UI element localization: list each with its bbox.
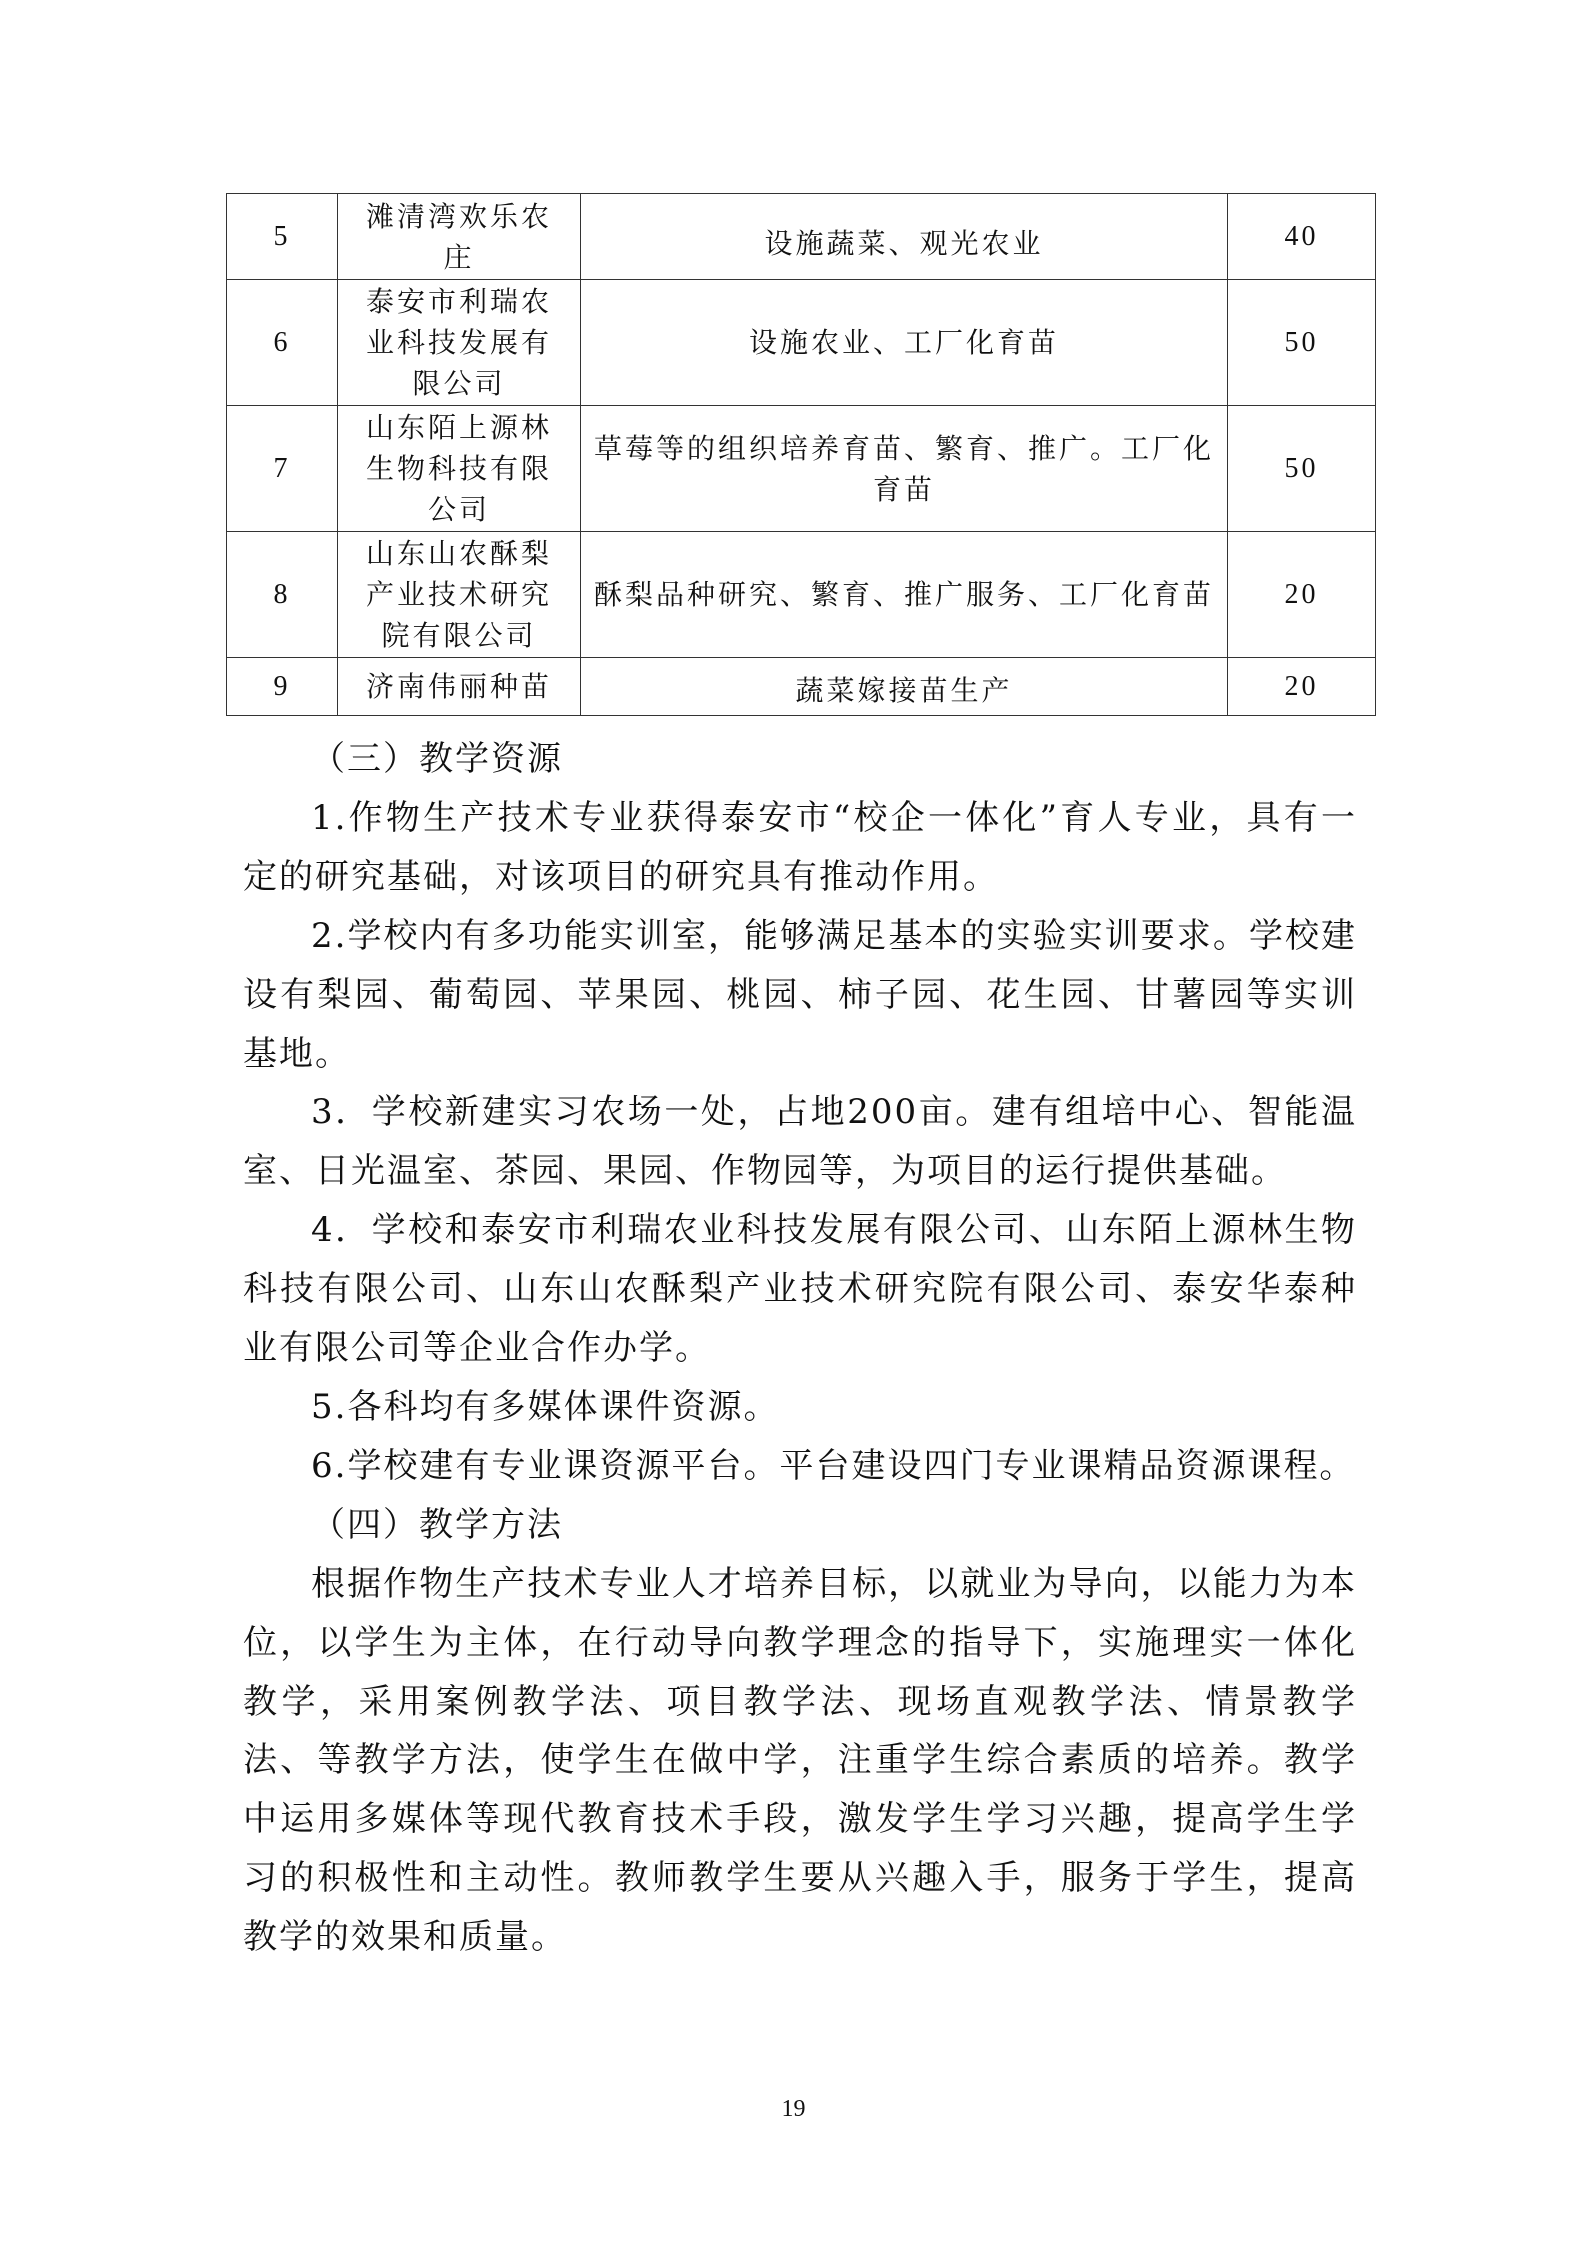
unit-value: 40 xyxy=(1228,194,1376,280)
table-row xyxy=(227,194,1376,280)
table-row xyxy=(227,532,1376,658)
table-row xyxy=(227,280,1376,406)
cooperation-units-table xyxy=(226,193,1376,716)
unit-value: 50 xyxy=(1228,280,1376,406)
row-number: 9 xyxy=(227,658,338,716)
row-number: 6 xyxy=(227,280,338,406)
unit-description: 蔬菜嫁接苗生产 xyxy=(581,658,1228,716)
unit-name: 济南伟丽种苗 xyxy=(338,658,581,716)
paragraph: 6.学校建有专业课资源平台。平台建设四门专业课精品资源课程。 xyxy=(311,1445,1356,1486)
paragraph: 4．学校和泰安市利瑞农业科技发展有限公司、山东陌上源林生物科技有限公司、山东山农酥梨产业技术研究院有限公司、泰安华泰种业有限公司等企业合作办学。 xyxy=(243,1210,1357,1369)
row-number: 8 xyxy=(227,532,338,658)
unit-value: 20 xyxy=(1228,532,1376,658)
unit-name: 滩清湾欢乐农庄 xyxy=(338,194,581,280)
unit-name: 泰安市利瑞农业科技发展有限公司 xyxy=(338,280,581,406)
paragraph: 5.各科均有多媒体课件资源。 xyxy=(311,1386,780,1427)
unit-name: 山东山农酥梨产业技术研究院有限公司 xyxy=(338,532,581,658)
unit-description: 酥梨品种研究、繁育、推广服务、工厂化育苗 xyxy=(581,532,1228,658)
unit-description: 设施蔬菜、观光农业 xyxy=(581,194,1228,280)
paragraph: 3．学校新建实习农场一处，占地200亩。建有组培中心、智能温室、日光温室、茶园、果园、作物园等，为项目的运行提供基础。 xyxy=(243,1092,1357,1192)
page-number: 19 xyxy=(781,2096,806,2122)
unit-description: 草莓等的组织培养育苗、繁育、推广。工厂化育苗 xyxy=(581,406,1228,532)
unit-value: 20 xyxy=(1228,658,1376,716)
section-heading-methods: （四）教学方法 xyxy=(311,1504,563,1545)
section-heading-resources: （三）教学资源 xyxy=(311,739,563,779)
body-content xyxy=(243,730,1357,1967)
unit-description: 设施农业、工厂化育苗 xyxy=(581,280,1228,406)
table-row xyxy=(227,658,1376,716)
unit-value: 50 xyxy=(1228,406,1376,532)
row-number: 7 xyxy=(227,406,338,532)
unit-name: 山东陌上源林生物科技有限公司 xyxy=(338,406,581,532)
paragraph: 1.作物生产技术专业获得泰安市“校企一体化”育人专业，具有一定的研究基础，对该项目的研究具有推动作用。 xyxy=(243,797,1357,897)
paragraph: 根据作物生产技术专业人才培养目标，以就业为导向，以能力为本位，以学生为主体，在行动导向教学理念的指导下，实施理实一体化教学，采用案例教学法、项目教学法、现场直观教学法、情景教学法、等教学方法，使学生在做中学，注重学生综合素质的培养。教学中运用多媒体等现代教育技术手段，激发学生学习兴趣，提高学生学习的积极性和主动性。教师教学生要从兴趣入手，服务于学生，提高教学的效果和质量。 xyxy=(243,1563,1357,1958)
row-number: 5 xyxy=(227,194,338,280)
table-row xyxy=(227,406,1376,532)
paragraph: 2.学校内有多功能实训室，能够满足基本的实验实训要求。学校建设有梨园、葡萄园、苹果园、桃园、柿子园、花生园、甘薯园等实训基地。 xyxy=(243,915,1357,1074)
